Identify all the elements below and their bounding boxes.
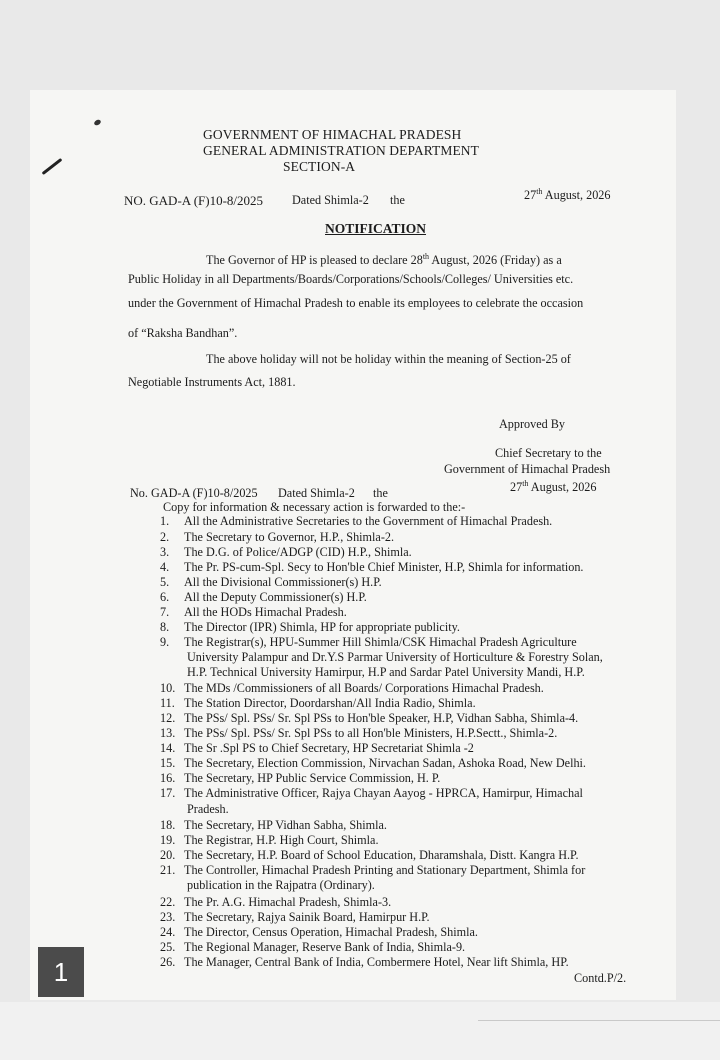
list-item: 13. The PSs/ Spl. PSs/ Sr. Spl PSs to all Hon'ble Ministers, H.P.Sectt., Shimla-2. [160,726,558,740]
list-item: 16. The Secretary, HP Public Service Commission, H. P. [160,771,441,785]
list-item: 20. The Secretary, H.P. Board of School Education, Dharamshala, Distt. Kangra H.P. [160,848,579,862]
list-item: 18. The Secretary, HP Vidhan Sabha, Shimla. [160,818,387,832]
copy-reference-date: 27th August, 2026 [510,478,597,494]
body-paragraph-1-line-2: Public Holiday in all Departments/Boards/Corporations/Schools/Colleges/ Universities etc. [128,272,574,286]
list-item: 25. The Regional Manager, Reserve Bank of India, Shimla-9. [160,940,466,954]
list-item: 7. All the HODs Himachal Pradesh. [160,605,347,619]
list-item: 22. The Pr. A.G. Himachal Pradesh, Shimla-3. [160,895,392,909]
list-item: 14. The Sr .Spl PS to Chief Secretary, HP Secretariat Shimla -2 [160,741,474,755]
header-line-3: SECTION-A [283,159,356,174]
signatory-title-line-1: Chief Secretary to the [495,446,602,460]
list-item: 11. The Station Director, Doordarshan/All India Radio, Shimla. [160,696,476,710]
approved-by: Approved By [499,417,566,431]
list-item: 26. The Manager, Central Bank of India, Combermere Hotel, Near lift Shimla, HP. [160,955,569,969]
copy-reference-the: the [373,486,388,500]
list-item: 4. The Pr. PS-cum-Spl. Secy to Hon'ble Chief Minister, H.P, Shimla for information. [160,560,584,574]
list-item-continuation: publication in the Rajpatra (Ordinary). [187,878,375,892]
page-title: NOTIFICATION [325,221,427,236]
reference-the: the [390,193,405,207]
copy-reference-dated: Dated Shimla-2 [278,486,355,500]
reference-date: 27th August, 2026 [524,186,611,202]
list-item: 24. The Director, Census Operation, Himachal Pradesh, Shimla. [160,925,478,939]
header-line-1: GOVERNMENT OF HIMACHAL PRADESH [203,127,462,142]
copy-reference-number: No. GAD-A (F)10-8/2025 [130,486,258,500]
list-item: 1. All the Administrative Secretaries to the Government of Himachal Pradesh. [160,514,553,528]
continued-note: Contd.P/2. [574,971,627,985]
body-paragraph-1-line-1: The Governor of HP is pleased to declare 28th August, 2026 (Friday) as a [206,251,562,267]
list-item: 15. The Secretary, Election Commission, Nirvachan Sadan, Ashoka Road, New Delhi. [160,756,586,770]
page-number-badge: 1 [38,947,84,997]
list-item-continuation: H.P. Technical University Hamirpur, H.P and Sardar Patel University Mandi, H.P. [187,665,585,679]
list-item: 6. All the Deputy Commissioner(s) H.P. [160,590,367,604]
list-item-continuation: Pradesh. [187,802,229,816]
copy-intro: Copy for information & necessary action is forwarded to the:- [163,500,466,514]
body-paragraph-1-line-4: of “Raksha Bandhan”. [128,326,238,340]
body-paragraph-2-line-1: The above holiday will not be holiday within the meaning of Section-25 of [206,352,571,366]
list-item: 19. The Registrar, H.P. High Court, Shimla. [160,833,379,847]
header-line-2: GENERAL ADMINISTRATION DEPARTMENT [203,143,479,158]
list-item: 23. The Secretary, Rajya Sainik Board, Hamirpur H.P. [160,910,430,924]
body-paragraph-1-line-3: under the Government of Himachal Pradesh to enable its employees to celebrate the occasion [128,296,584,310]
list-item: 5. All the Divisional Commissioner(s) H.P. [160,575,382,589]
list-item: 9. The Registrar(s), HPU-Summer Hill Shimla/CSK Himachal Pradesh Agriculture [160,635,577,649]
list-item: 17. The Administrative Officer, Rajya Chayan Aayog - HPRCA, Hamirpur, Himachal [160,786,583,800]
list-item: 21. The Controller, Himachal Pradesh Printing and Stationary Department, Shimla for [160,863,586,877]
list-item: 8. The Director (IPR) Shimla, HP for appropriate publicity. [160,620,460,634]
list-item: 2. The Secretary to Governor, H.P., Shimla-2. [160,530,395,544]
body-paragraph-2-line-2: Negotiable Instruments Act, 1881. [128,375,296,389]
list-item: 12. The PSs/ Spl. PSs/ Sr. Spl PSs to Hon'ble Speaker, H.P, Vidhan Sabha, Shimla-4. [160,711,579,725]
list-item: 10. The MDs /Commissioners of all Boards/ Corporations Himachal Pradesh. [160,681,544,695]
list-item-continuation: University Palampur and Dr.Y.S Parmar University of Horticulture & Forestry Solan, [187,650,603,664]
reference-number: NO. GAD-A (F)10-8/2025 [124,193,264,208]
reference-dated: Dated Shimla-2 [292,193,369,207]
signatory-title-line-2: Government of Himachal Pradesh [444,462,611,476]
list-item: 3. The D.G. of Police/ADGP (CID) H.P., Shimla. [160,545,412,559]
